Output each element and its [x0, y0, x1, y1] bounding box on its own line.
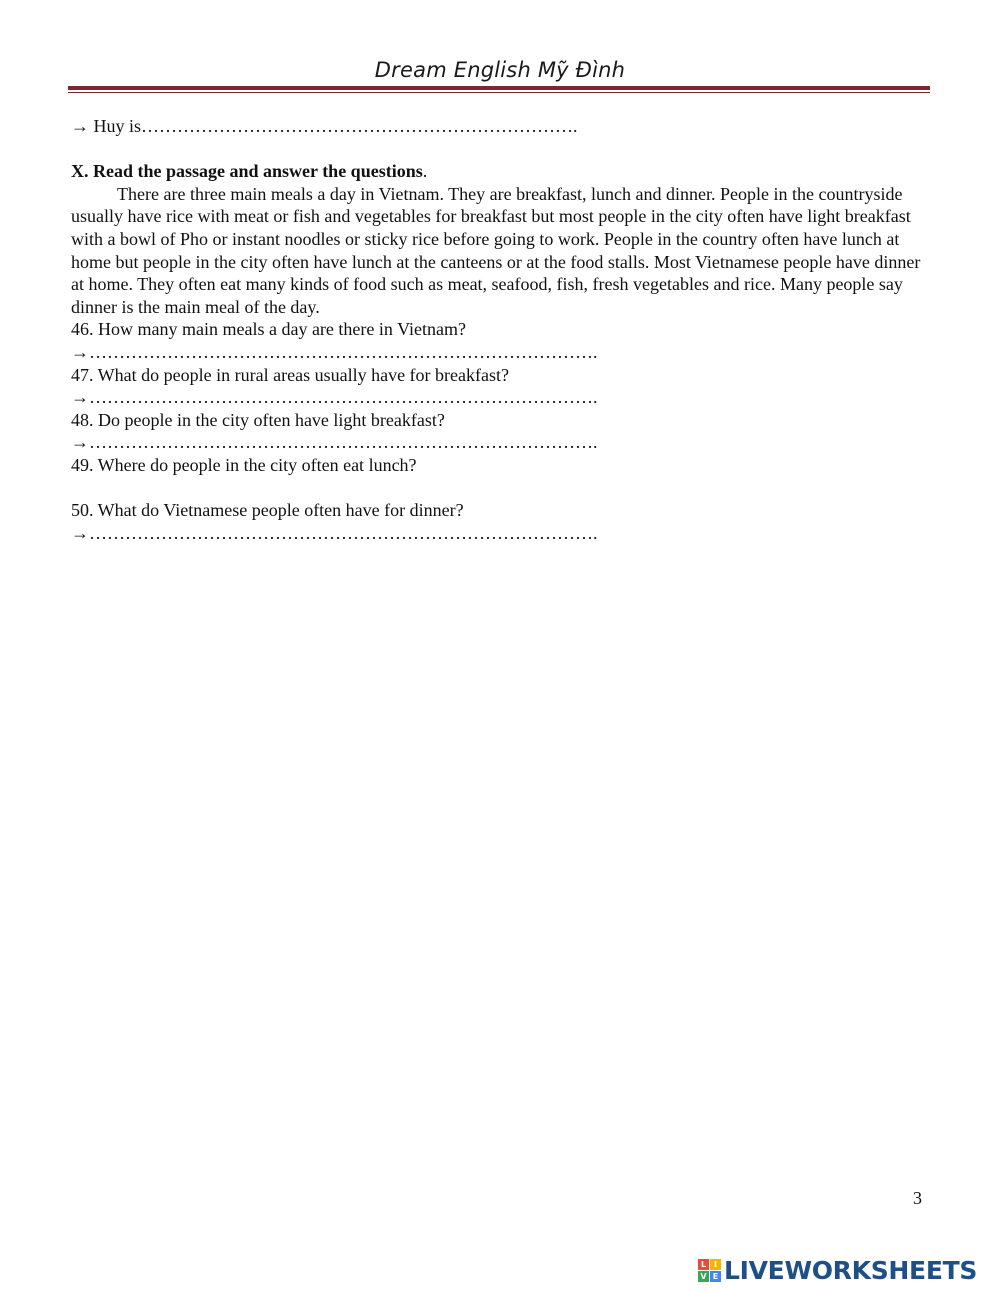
logo-tile: L [698, 1259, 709, 1270]
question-46: 46. How many main meals a day are there in Vietnam? [71, 319, 466, 340]
logo-tiles-icon [698, 1259, 721, 1282]
logo-tile: V [698, 1271, 709, 1282]
spacer [71, 138, 931, 161]
question-47: 47. What do people in rural areas usually have for breakfast? [71, 364, 509, 385]
header-rule-thin [68, 92, 930, 93]
section-heading-text: X. Read the passage and answer the questions [71, 161, 423, 182]
question-50: 50. What do Vietnamese people often have for dinner? [71, 500, 464, 521]
question-48: 48. Do people in the city often have light breakfast? [71, 409, 445, 430]
answer-space-49[interactable] [71, 477, 931, 500]
answer-line-48[interactable]: →…………………………………………………………………………. [71, 432, 598, 453]
logo-tile: I [710, 1259, 721, 1270]
logo-text: LIVEWORKSHEETS [724, 1255, 978, 1285]
answer-line-50[interactable]: →…………………………………………………………………………. [71, 522, 598, 543]
passage-text: There are three main meals a day in Vietnam. They are breakfast, lunch and dinner. People in the countryside usually have rice with meat or fish and vegetables for breakfast but most people in the city often have light breakfast with a bowl of Pho or instant noodles or sticky rice before going to work. People in the country often have lunch at home but people in the city often have lunch at the canteens or at the food stalls. Most Vietnamese people have dinner at home. They often eat many kinds of food such as meat, seafood, fish, fresh vegetables and rice. Many people say dinner is the main meal of the day. [71, 183, 921, 317]
page-header-title: Dream English Mỹ Đình [374, 58, 626, 82]
answer-line-47[interactable]: →…………………………………………………………………………. [71, 387, 598, 408]
section-heading [71, 160, 931, 183]
header-rule-thick [68, 86, 930, 90]
liveworksheets-logo [698, 1252, 977, 1288]
reading-passage [71, 183, 931, 319]
page-number: 3 [913, 1188, 922, 1208]
answer-line-46[interactable]: →…………………………………………………………………………. [71, 341, 598, 362]
logo-tile: E [710, 1271, 721, 1282]
section-heading-suffix: . [422, 161, 428, 182]
previous-answer-line[interactable]: → Huy is………………………………………………………………. [71, 116, 578, 136]
worksheet-content [71, 115, 931, 544]
question-49: 49. Where do people in the city often eat lunch? [71, 454, 417, 475]
